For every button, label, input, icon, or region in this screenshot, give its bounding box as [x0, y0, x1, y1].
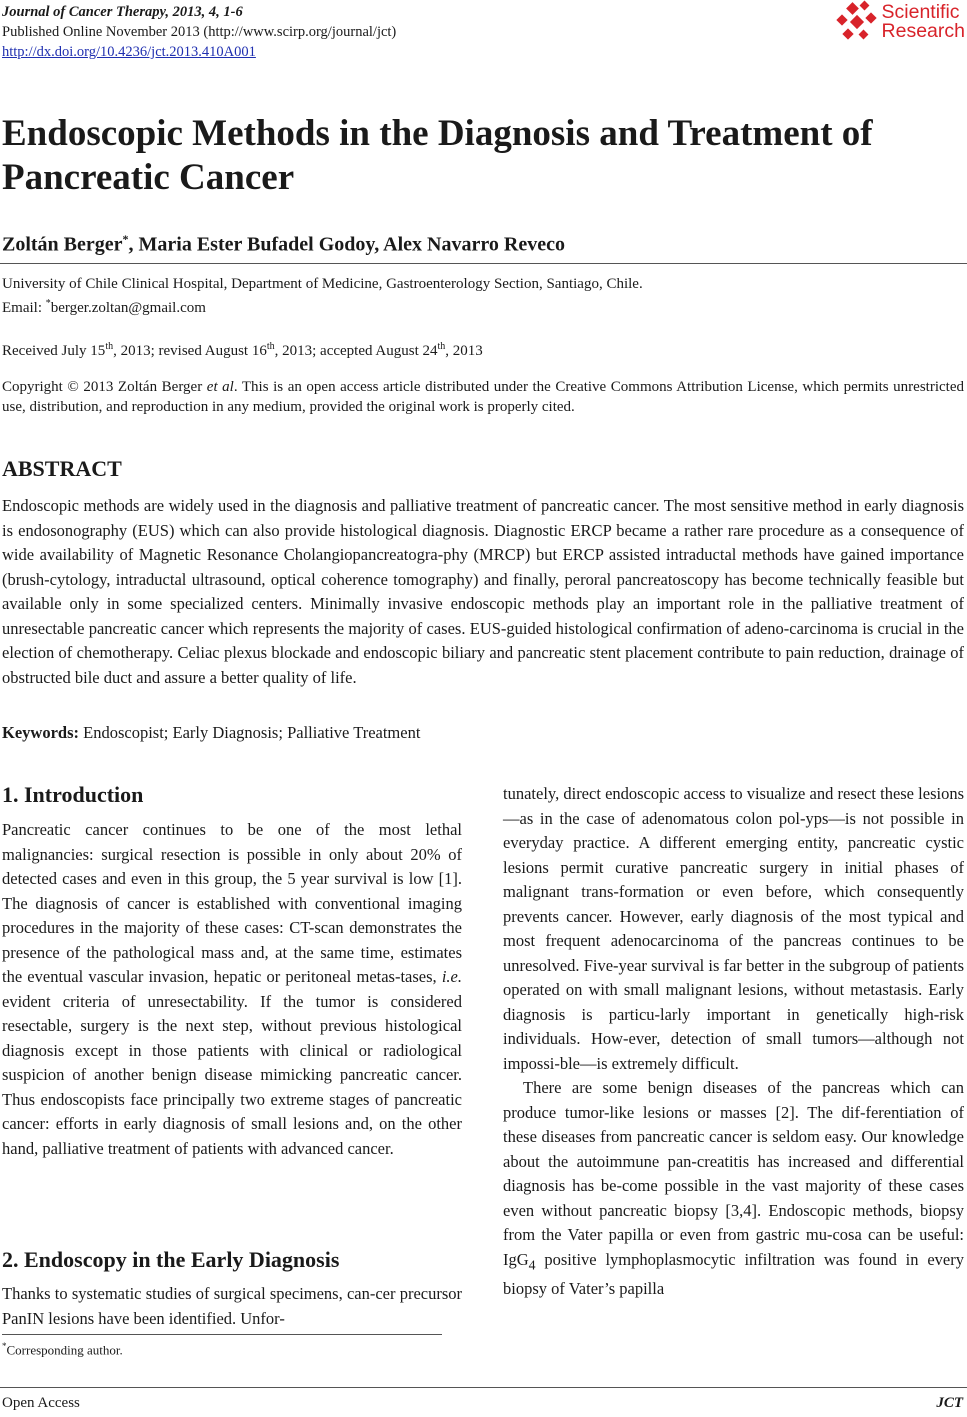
email-address[interactable]: berger.zoltan@gmail.com [50, 300, 206, 316]
author-1-mark: * [122, 232, 129, 246]
right-p2-text-b: positive lymphoplasmocytic infiltration was found in every biopsy of Vater’s papilla [503, 1249, 964, 1299]
title-line-1: Endoscopic Methods in the Diagnosis and Treatment of [2, 113, 873, 154]
right-p2-text-a: There are some benign diseases of the pancreas which can produce tumor-like lesions or masses [2]. The dif-ferentiation of these diseases from pancreatic cancer is seldom easy. Our knowledge about the autoimmune pan-creatitis has increased and differential diagnosis has be-come possible in the vast majority of these cases even without pancreatic biopsy [3,4]. Endoscopic methods, biopsy from the Vater papilla or even from gastric mu-cosa can be useful: IgG [503, 1078, 964, 1269]
copyright-pre: Copyright © 2013 Zoltán Berger [2, 379, 207, 395]
right-p2-sub: 4 [528, 1256, 536, 1272]
footer-left: Open Access [2, 1395, 80, 1411]
journal-citation: , 2013, 4, 1-6 [165, 4, 243, 20]
keywords-label: Keywords: [2, 723, 79, 742]
received-dates [2, 337, 483, 361]
author-1: Zoltán Berger [2, 233, 123, 256]
abstract-body: Endoscopic methods are widely used in the diagnosis and palliative treatment of pancreatic cancer. The most sensitive method in early diagnosis is endosonography (EUS) which can also provide histological diagnosis. Diagnostic ERCP became a rather rare procedure as a consequence of wide availability of Magnetic Resonance Cholangiopancreatogra-phy (MRCP) but ERCP assisted intraductal methods have gained importance (brush-cytology, intraductal ultrasound, optical coherence tomography) and finally, peroral pancreatoscopy has become technically feasible but available only in some specialized centers. Minimally invasive endoscopic methods play an important role in the palliative treatment of unresectable pancreatic cancer which represents the majority of cases. EUS-guided histological confirmation of adeno-carcinoma is crucial in the election of chemotherapy. Celiac plexus blockade and endoscopic biliary and pancreatic stent placement contribute to pain reduction, drainage of obstructed bile duct and assure a better quality of life. [2, 496, 964, 687]
journal-header [2, 2, 396, 62]
footnote-text: Corresponding author. [6, 1342, 123, 1358]
logo-line-1: Scientific [881, 1, 960, 23]
right-paragraph-2 [503, 1076, 964, 1302]
right-paragraph-1: tunately, direct endoscopic access to visualize and resect these lesions—as in the case of adenomatous colon pol-yps—is not possible in everyday practice. A different emerging entity, pancreatic cystic lesions permit curative pancreatic surgery in initial phases of malignant trans-formation or even before, which consequently prevents cancer. However, early diagnosis of the most typical and most frequent adenocarcinoma of the pancreas continues to be unresolved. Five-year survival is far better in the subgroup of patients operated on with small malignant lesions, without metastasis. Early diagnosis is particu-larly important in genetically high-risk individuals. How-ever, detection of small tumors—although not impossi-ble—is extremely difficult. [503, 784, 964, 1073]
abstract-heading: ABSTRACT [2, 456, 122, 481]
revised-text: , 2013; revised August 16 [113, 343, 267, 359]
footer-right: JCT [936, 1395, 963, 1411]
received-sup: th [105, 341, 114, 352]
scientific-research-logo-icon [834, 0, 880, 44]
journal-name: Journal of Cancer Therapy [2, 4, 166, 20]
published-line: Published Online November 2013 (http://www.scirp.org/journal/jct) [2, 24, 397, 40]
revised-sup: th [266, 341, 275, 352]
email-line [2, 294, 206, 318]
logo-line-2: Research [881, 20, 965, 42]
intro-ie: i.e. [441, 967, 462, 986]
keywords-text: Endoscopist; Early Diagnosis; Palliative Treatment [79, 723, 421, 742]
affiliation: University of Chile Clinical Hospital, Department of Medicine, Gastroenterology Section, Santiago, Chile. [2, 276, 643, 292]
publisher-logo [834, 0, 965, 44]
keywords-line [2, 723, 420, 743]
received-text: Received July 15 [2, 343, 106, 359]
email-mark: * [45, 298, 51, 309]
title-line-2: Pancreatic Cancer [2, 157, 295, 198]
other-authors: , Maria Ester Bufadel Godoy, Alex Navarro Reveco [128, 233, 565, 256]
footnote-mark: * [2, 1341, 7, 1351]
author-rule [0, 263, 967, 264]
footnote-rule [2, 1334, 442, 1335]
intro-text-a: Pancreatic cancer continues to be one of the most lethal malignancies: surgical resection is possible in only about 20% of detected cases and even in this group, the 5 year survival is low [1]. The diagnosis of cancer is established with conventional imaging procedures in the majority of these cases: CT-scan demonstrates the presence of the pathological mass and, at the same time, estimates the eventual vascular invasion, hepatic or peritoneal metas-tases, [2, 820, 462, 986]
email-label: Email: [2, 300, 46, 316]
author-list [2, 232, 565, 257]
copyright-post: . This is an open access article distributed under the Creative Commons Attribution License, which permits unrestricted use, distribution, and reproduction in any medium, provided the original work is properly cited. [2, 379, 964, 415]
right-column [503, 782, 964, 1302]
accepted-year: , 2013 [445, 343, 483, 359]
footnote [2, 1341, 123, 1358]
section-1-heading: 1. Introduction [2, 782, 144, 807]
copyright-etal: et al [206, 379, 234, 395]
footer-rule [0, 1387, 967, 1388]
accepted-text: , 2013; accepted August 24 [274, 343, 438, 359]
section-2-heading: 2. Endoscopy in the Early Diagnosis [2, 1247, 340, 1272]
accepted-sup: th [437, 341, 446, 352]
intro-text-b: evident criteria of unresectability. If the tumor is considered resectable, surgery is the next step, without previous histological diagnosis except in those patients with clinical or radiological suspicion of another benign disease mimicking pancreatic cancer. Thus endoscopists face principally two extreme stages of pancreatic cancer: efforts in early diagnosis of small lesions and, on the other hand, palliative treatment of patients with advanced cancer. [2, 991, 462, 1158]
copyright-notice [2, 377, 964, 417]
doi-link[interactable]: http://dx.doi.org/10.4236/jct.2013.410A001 [2, 44, 256, 60]
section-1-body [2, 818, 462, 1161]
section-2-body-left: Thanks to systematic studies of surgical specimens, can-cer precursor PanIN lesions have been identified. Unfor- [2, 1284, 462, 1328]
article-title [2, 112, 962, 200]
